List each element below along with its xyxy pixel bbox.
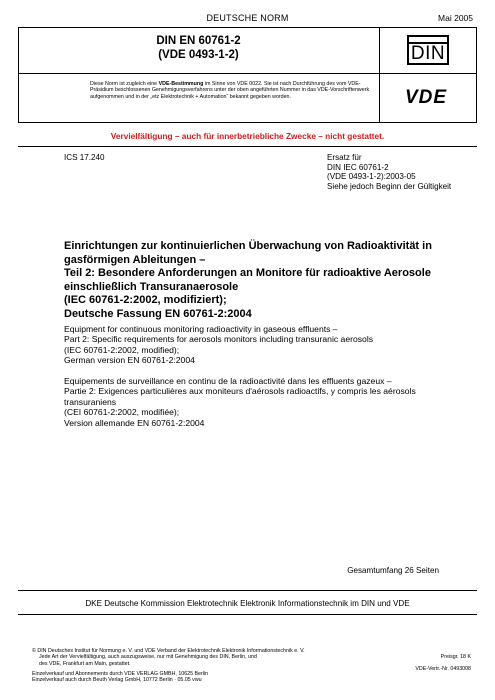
title-german-line: Teil 2: Besondere Anforderungen an Monitore für radioaktive Aerosole	[64, 267, 431, 280]
sales-line: Einzelverkauf und Abonnements durch VDE VERLAG GMBH, 10625 Berlin	[32, 671, 209, 677]
title-french-line: transuraniens	[64, 396, 117, 407]
ics-code: ICS 17.240	[64, 153, 105, 162]
notice-rule	[18, 146, 477, 147]
title-french	[64, 376, 489, 428]
title-french-line: Partie 2: Exigences particulières aux moniteurs d'aérosols radioactifs, y compris les aérosols	[64, 386, 416, 397]
sales-line: Einzelverkauf auch durch Beuth Verlag GmbH, 10772 Berlin · 05.05 vwu	[32, 677, 202, 684]
title-english-line: (IEC 60761-2:2002, modified);	[64, 344, 180, 355]
title-box-midline	[18, 73, 477, 74]
price-group: Preisgr. 18 K	[440, 654, 471, 660]
title-english	[64, 324, 489, 366]
din-logo-text: DIN	[410, 43, 446, 64]
copyright-line: Jede Art der Vervielfältigung, auch auszugsweise, nur mit Genehmigung des DIN, Berlin, und	[39, 654, 257, 661]
title-english-line: Part 2: Specific requirements for aerosols monitors including transuranic aerosols	[64, 334, 374, 345]
din-logo	[407, 35, 449, 65]
copyright-line: © DIN Deutsches Institut für Normung e. V. und VDE Verband der Elektrotechnik Elektronik Informationstechnik e. V.	[32, 648, 305, 654]
pages-rule	[18, 590, 477, 591]
title-french-line: (CEI 60761-2:2002, modifiée);	[64, 407, 180, 418]
replacement-block	[327, 153, 492, 191]
title-german-line: Deutsche Fassung EN 60761-2:2004	[64, 307, 252, 320]
title-german-line: einschließlich Transuranaerosole	[64, 280, 239, 293]
replacement-line: DIN IEC 60761-2	[327, 162, 389, 172]
vde-logo: VDE	[404, 87, 448, 108]
committee-line: DKE Deutsche Kommission Elektrotechnik Elektronik Informationstechnik im DIN und VDE	[85, 599, 410, 608]
copyright-line: des VDE, Frankfurt am Main, gestattet.	[39, 660, 131, 667]
reproduction-notice: Vervielfältigung – auch für innerbetriebliche Zwecke – nicht gestattet.	[110, 131, 385, 141]
replacement-line: (VDE 0493-1-2):2003-05	[327, 172, 416, 182]
vde-approval-note: Diese Norm ist zugleich eine VDE-Bestimmung im Sinne von VDE 0022. Sie ist nach Durchführung des vom VDE-Präsidium beschlossenen Genehmigungsverfahrens unter der oben angeführten Nummer in das VDE-Vorschriftenwerk aufgenommen und in der „etz Elektrotechnik + Automation“ bekannt gegeben worden.	[90, 81, 370, 100]
order-number: VDE-Vertr.-Nr. 0493008	[415, 666, 471, 672]
total-pages: Gesamtumfang 26 Seiten	[347, 566, 439, 575]
sales-block	[32, 671, 432, 684]
title-french-line: Version allemande EN 60761-2:2004	[64, 417, 205, 428]
title-german-line: (IEC 60761-2:2002, modifiziert);	[64, 294, 227, 307]
committee-rule	[18, 614, 477, 615]
copyright-block	[32, 648, 432, 667]
title-french-line: Equipements de surveillance en continu de la radioactivité dans les effluents gazeux –	[64, 376, 392, 386]
title-german-line: Einrichtungen zur kontinuierlichen Überwachung von Radioaktivität in	[64, 240, 432, 252]
norm-type-label: DEUTSCHE NORM	[206, 13, 289, 23]
replacement-line: Siehe jedoch Beginn der Gültigkeit	[327, 181, 452, 191]
title-english-line: German version EN 60761-2:2004	[64, 355, 195, 366]
vde-classification-number: (VDE 0493-1-2)	[158, 49, 239, 61]
standard-number: DIN EN 60761-2	[156, 35, 241, 47]
replacement-line: Ersatz für	[327, 153, 362, 162]
title-german	[64, 240, 489, 322]
title-german-line: gasförmigen Ableitungen –	[64, 253, 206, 266]
title-box-divider	[379, 27, 380, 123]
title-english-line: Equipment for continuous monitoring radioactivity in gaseous effluents –	[64, 324, 338, 334]
publication-date: Mai 2005	[438, 13, 473, 23]
